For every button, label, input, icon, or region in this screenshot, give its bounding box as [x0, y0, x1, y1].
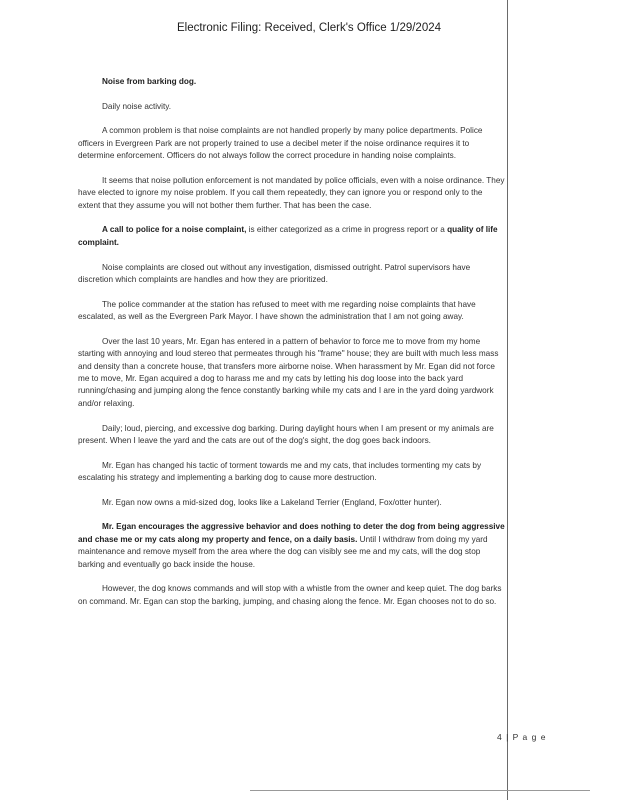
p10-normal: Until I withdraw from doing my yard maintenance and remove myself from the area where the dog can visibly see me and my cats, will the dog stop barking and eventually go back inside the house.: [78, 534, 488, 569]
paragraph-8: Mr. Egan has changed his tactic of torment towards me and my cats, that includes tormenting my cats by escalating his strategy and implementing a barking dog to cause more destruction.: [78, 460, 482, 483]
document-body: [78, 76, 506, 620]
paragraph-5: The police commander at the station has refused to meet with me regarding noise complaints that have escalated, as well as the Evergreen Park Mayor. I have shown the administration that I am not going away.: [78, 299, 476, 322]
paragraph-11: However, the dog knows commands and will stop with a whistle from the owner and keep quiet. The dog barks on command. Mr. Egan can stop the barking, jumping, and chasing along the fence. Mr. Egan chooses not to do so.: [78, 584, 502, 606]
p10-bold: Mr. Egan encourages the aggressive behavior and does nothing to deter the dog from being aggressive and chase me or my cats along my property and fence, on a daily basis.: [78, 522, 505, 544]
paragraph-7: Daily; loud, piercing, and excessive dog barking. During daylight hours when I am present or my animals are present. When I leave the yard and the cats are out of the dog's sight, the dog goes back indoors.: [78, 423, 494, 445]
paragraph-2: It seems that noise pollution enforcement is not mandated by police officials, even with a noise ordinance. They have elected to ignore my noise problem. If you call them repeatedly, they can ignore you or respond only to the extent that they assume you will not bother them further. That has been the case.: [78, 175, 505, 210]
bottom-rule: [250, 790, 590, 791]
p3-normal: is either categorized as a crime in progress report or a: [246, 225, 448, 235]
paragraph-3: [78, 224, 506, 249]
page-number: 4 | P a g e: [497, 732, 547, 742]
p3-bold-b: quality of life complaint.: [78, 225, 498, 247]
paragraph-9: Mr. Egan now owns a mid-sized dog, looks like a Lakeland Terrier (England, Fox/otter hunter).: [102, 497, 442, 507]
filing-stamp: Electronic Filing: Received, Clerk's Office 1/29/2024: [176, 22, 442, 34]
paragraph-10: [78, 521, 506, 571]
p3-bold-a: A call to police for a noise complaint,: [102, 225, 247, 235]
paragraph-1: A common problem is that noise complaints are not handled properly by many police departments. Police officers in Evergreen Park are not properly trained to use a decibel meter if the noise ordinance requires it to determine enforcement. Officers do not always follow the correct procedure in handing noise complaints.: [78, 126, 483, 161]
scan-line: [507, 0, 508, 800]
heading: Noise from barking dog.: [102, 77, 197, 86]
subheading: Daily noise activity.: [102, 101, 172, 111]
paragraph-4: Noise complaints are closed out without any investigation, dismissed outright. Patrol supervisors have discretion which complaints are handles and how they are prioritized.: [78, 262, 471, 284]
paragraph-6: Over the last 10 years, Mr. Egan has entered in a pattern of behavior to force me to move from my home starting with annoying and loud stereo that permeates through his "frame" house; they are built with much less mass and density than a concrete house, that transfers more airborne noise. When harassment by Mr. Egan did not force me to move, Mr. Egan acquired a dog to harass me and my cats by letting his dog loose into the back yard running/chasing and jumping along the fence constantly barking while my cats and I are in the yard doing yardwork and/or relaxing.: [78, 336, 499, 408]
